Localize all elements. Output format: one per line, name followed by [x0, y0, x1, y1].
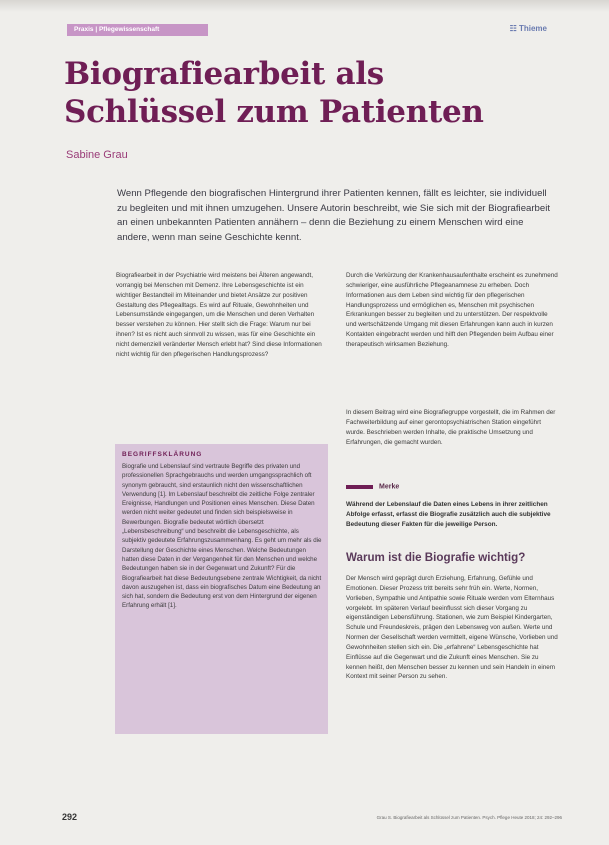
right-paragraph-3: Der Mensch wird geprägt durch Erziehung, Erfahrung, Gefühle und Emotionen. Dieser Prozess tritt bereits sehr früh ein. Werte, Normen, Vorlieben, Sympathie und Antipathie sowie Rituale werden vom Elternhaus vorgelebt. Im späteren Verlauf beeinflusst sich dieser Vorgang zu eigenständigen Lebensführung. Stationen, wie zum Beispiel Kindergarten, Schule und Freundeskreis, prägen den Lebensweg von außen. Werte und Normen der Gesellschaft werden vermittelt, eigene Wünsche, Vorlieben und Gewohnheiten stellen sich ein. Die „erfahrene“ Lebensgeschichte hat Einflüsse auf die Gegenwart und die Zukunft eines Menschen. Sie zu kennen heißt, den Menschen besser zu kennen und sein Handeln in einem Kontext mit seiner Person zu sehen. [346, 575, 558, 681]
article-author: Sabine Grau [66, 149, 128, 161]
page-number: 292 [62, 812, 78, 822]
merke-bar-icon [346, 485, 373, 489]
section-tag: Praxis | Pflegewissenschaft [67, 24, 208, 36]
section-heading: Warum ist die Biografie wichtig? [346, 551, 526, 564]
definition-box [115, 444, 328, 734]
scan-edge [0, 0, 609, 12]
merke-text: Während der Lebenslauf die Daten eines Lebens in ihrer zeitlichen Abfolge erfasst, erfasst die Biografie zusätzlich auch die subjektive Bedeutung dieser Fakten für die jeweilige Person. [346, 501, 551, 528]
article-lead: Wenn Pflegende den biografischen Hintergrund ihrer Patienten kennen, fällt es leichter, sie individuell zu begleiten und mit ihnen umzugehen. Unsere Autorin beschreibt, wie Sie sich mit der Biografiearbeit an einen unbekannten Patienten annähern – denn die Beziehung zu einem Menschen wird eine andere, wenn man seine Geschichte kennt. [117, 188, 551, 243]
merke-note [346, 478, 558, 529]
publisher-logo: ☷ Thieme [509, 24, 547, 33]
definition-box-text: Biografie und Lebenslauf sind vertraute Begriffe des privaten und professionellen Sprachgebrauchs und werden umgangssprachlich oft synonym gebraucht, sind erstaunlich nicht den wissenschaftlichen Verwendung [1]. Im Lebenslauf beschreibt die zeitliche Folge zentraler Ereignisse, Handlungen und Positionen eines Menschen. Diese Daten werden nicht weiter gedeutet und finden sich beispielsweise in Bewerbungen. Biografie bedeutet wörtlich übersetzt „Lebensbeschreibung“ und beschreibt die Lebensgeschichte, als subjektiv gedeutete Erfahrungszusammenhang. Es geht um mehr als die Darstellung der Geschichte eines Menschen. Welche Bedeutungen hatten diese Daten in der Vergangenheit für den Menschen und welche Bedeutungen haben sie in der Gegenwart und Zukunft? Für die Biografiearbeit hat diese Bedeutungsebene zentrale Wichtigkeit, da nicht davon auszugehen ist, dass ein biografisches Datum eine Bedeutung an sich hat, sondern die Bedeutung erst von dem Hintergrund der eigenen Erfahrung erhält [1]. [122, 463, 322, 610]
intro-paragraph: Biografiearbeit in der Psychiatrie wird meistens bei Älteren angewandt, vorrangig bei Menschen mit Demenz. Ihre Lebensgeschichte ist ein wichtiger Bestandteil im Miteinander und bietet Ansätze zur positiven Gestaltung des Pflegealltags. Es wird auf Rituale, Gewohnheiten und Lebensumstände eingegangen, um die Menschen und deren Verhalten besser verstehen zu können. Hier stellt sich die Frage: Warum nur bei ihnen? Ist es nicht auch sinnvoll zu wissen, was für eine Geschichte ein nicht demenziell veränderter Mensch erlebt hat? Sind diese Informationen nicht wichtig für den pflegerischen Handlungsprozess? [116, 272, 322, 358]
merke-label: Merke [379, 483, 400, 491]
right-paragraph-2: In diesem Beitrag wird eine Biografiegruppe vorgestellt, die im Rahmen der Fachweiterbildung auf einer gerontopsychiatrischen Station eingeführt wurde. Beschrieben werden Inhalte, die praktische Umsetzung und Erfahrungen, die gemacht wurden. [346, 409, 556, 446]
definition-box-heading: BEGRIFFSKLÄRUNG [122, 451, 203, 458]
right-paragraph-1: Durch die Verkürzung der Krankenhausaufenthalte erscheint es zunehmend schwieriger, eine ausführliche Pflegeanamnese zu erheben. Doch Informationen aus dem Leben sind wichtig für den pflegerischen Handlungsprozess und ermöglichen es, Menschen mit psychischen Erkrankungen besser zu begleiten und zu unterstützen. Der respektvolle und wertschätzende Umgang mit diesen Erfahrungen kann auch in kurzen Kontakten eingebracht werden und hilft den Pflegenden beim Aufbau einer therapeutisch wirksamen Beziehung. [346, 272, 558, 348]
article-title: Biografiearbeit als Schlüssel zum Patienten [64, 56, 484, 130]
footer-citation: Grau S. Biografiearbeit als Schlüssel zum Patienten. Psych. Pflege Heute 2018; 24: 292–296 [376, 815, 562, 820]
